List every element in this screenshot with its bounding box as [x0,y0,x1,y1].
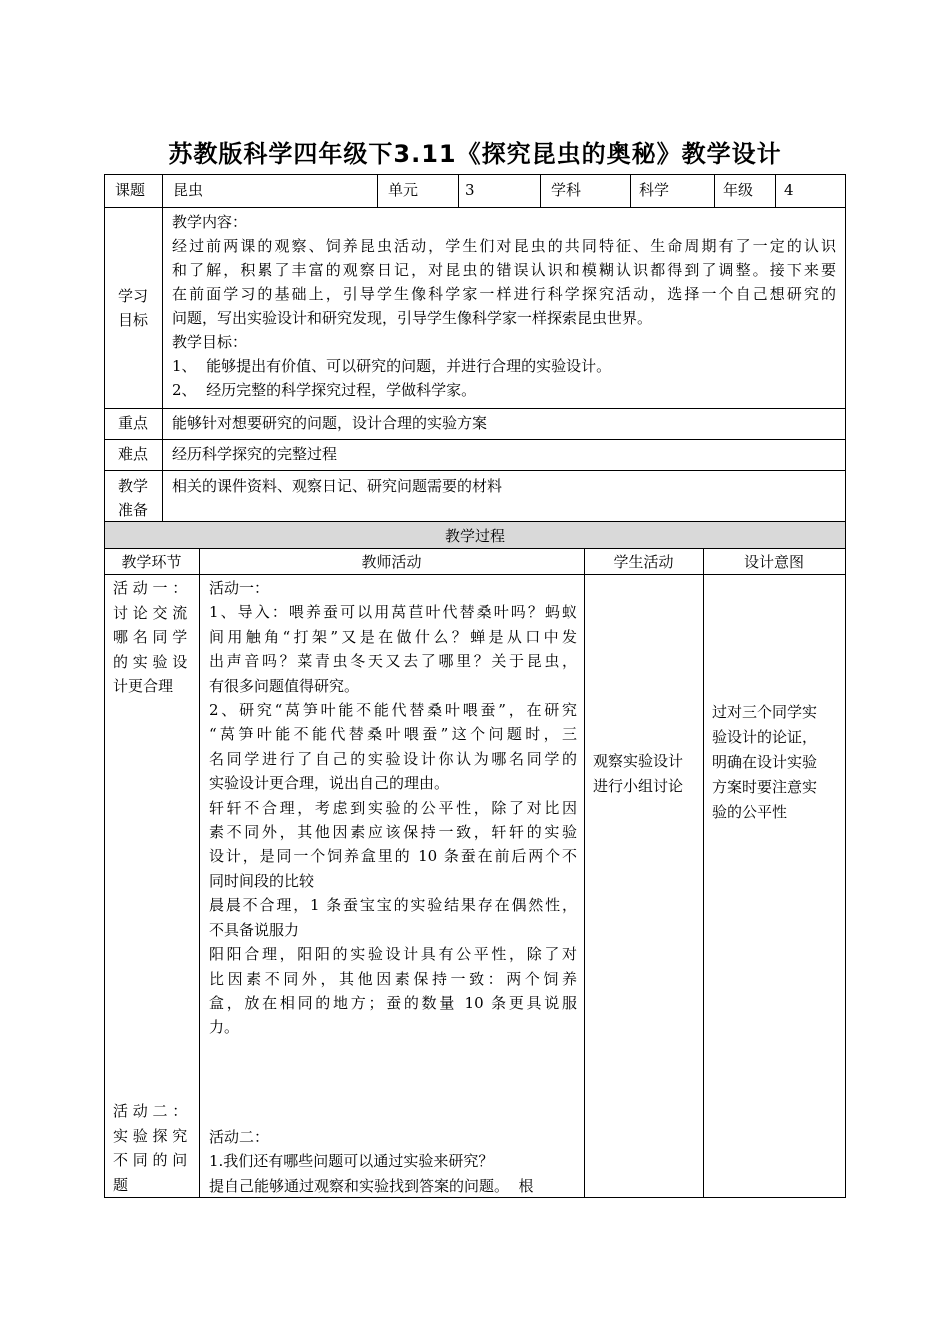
intent-line: 方案时要注意实 [712,778,818,796]
col-header-stage: 教学环节 [121,553,182,571]
col-header-student: 学生活动 [613,553,674,571]
col-header-teacher: 教师活动 [361,553,422,571]
activity2-teacher [209,1125,577,1198]
intent-line: 验的公平性 [712,803,788,821]
table-border-top [104,174,846,175]
row-divider [104,207,846,208]
goals-label [104,284,162,332]
preparation-label-line: 教学 [117,477,148,495]
teacher-line: 力。 [209,1018,240,1037]
activity1-intent [712,700,842,825]
objective-item: 1、 能够提出有价值、可以研究的问题，并进行合理的实验设计。 [172,357,612,375]
activity2-stage [113,1099,193,1197]
teacher-line: 活动一： [209,579,270,597]
col-divider [630,174,631,208]
objectives-heading: 教学目标： [172,333,248,351]
col-divider [162,207,163,522]
teacher-line: 活动二： [209,1128,270,1146]
content-line: 和了解，积累了丰富的观察日记，对昆虫的错误认识和模糊认识都得到了调整。接下来要 [172,261,836,279]
teacher-line: 同时间段的比较 [209,871,315,890]
subject-label: 学科 [551,181,582,199]
preparation-label [104,474,162,522]
goals-label-line: 目标 [117,311,148,329]
col-divider [540,174,541,208]
teacher-line: 素不同外，其他因素应该保持一致，轩轩的实验 [209,823,577,842]
preparation-value: 相关的课件资料、观察日记、研究问题需要的材料 [172,477,503,495]
activity1-stage [113,576,193,699]
goals-label-line: 学习 [117,287,148,305]
subject-value: 科学 [639,181,670,199]
row-divider [104,548,846,549]
unit-label: 单元 [388,181,419,199]
content-heading: 教学内容： [172,213,248,231]
row-divider [104,521,846,522]
teacher-line: 1、导入：喂养蚕可以用莴苣叶代替桑叶吗？蚂蚁 [209,603,577,622]
content-line: 在前面学习的基础上，引导学生像科学家一样进行科学探究活动，选择一个自己想研究的 [172,285,836,303]
stage-line: 题 [113,1175,129,1194]
document-title: 苏教版科学四年级下3.11《探究昆虫的奥秘》教学设计 [168,140,782,168]
stage-line: 的 实 验 设 [113,652,188,671]
row-divider [104,470,846,471]
difficulty-label: 难点 [117,445,148,463]
activity1-student [593,749,701,799]
teacher-line: 轩轩不合理，考虑到实验的公平性，除了对比因 [209,798,577,817]
stage-line: 计更合理 [113,677,174,695]
teacher-line: 设计，是同一个饲养盒里的 10 条蚕在前后两个不 [209,847,577,866]
teacher-line: 不具备说服力 [209,920,300,939]
teacher-line: 间用触角“打架”又是在做什么？蝉是从口中发 [209,627,577,646]
stage-line: 活 动 二 ： [113,1102,188,1120]
teacher-line: 晨晨不合理，1 条蚕宝宝的实验结果存在偶然性， [209,896,577,915]
stage-line: 活 动 一 ： [113,579,188,597]
col-divider [377,174,378,208]
teacher-line: 提自己能够通过观察和实验找到答案的问题。 根 [209,1176,534,1195]
student-line: 进行小组讨论 [593,777,684,795]
grade-value: 4 [784,181,794,199]
key-point-label: 重点 [117,414,148,432]
teacher-line: 盒，放在相同的地方；蚕的数量 10 条更具说服 [209,993,577,1012]
teacher-line: 1.我们还有哪些问题可以通过实验来研究？ [209,1152,494,1171]
grade-label: 年级 [723,181,754,199]
stage-line: 哪 名 同 学 [113,628,188,646]
intent-line: 验设计的论证， [712,728,818,746]
teacher-line: 实验设计更合理，说出自己的理由。 [209,774,450,793]
col-divider [458,174,459,208]
process-section-title: 教学过程 [444,527,505,545]
teacher-line: 阳阳合理，阳阳的实验设计具有公平性，除了对 [209,945,577,964]
row-divider [104,574,846,575]
row-divider [104,408,846,409]
stage-line: 讨 论 交 流 [113,603,188,622]
preparation-label-line: 准备 [117,501,148,519]
table-border-right [845,174,846,1198]
col-divider [199,548,200,1198]
teacher-line: 出声音吗？菜青虫冬天又去了哪里？关于昆虫， [209,652,577,671]
stage-line: 不 同 的 问 [113,1151,188,1169]
content-line: 经过前两课的观察、饲养昆虫活动，学生们对昆虫的共同特征、生命周期有了一定的认识 [172,237,836,255]
unit-value: 3 [465,181,475,199]
goals-content [172,210,836,402]
col-header-intent: 设计意图 [743,553,804,571]
col-divider [775,174,776,208]
teacher-line: 比因素不同外，其他因素保持一致：两个饲养 [209,969,577,988]
intent-line: 明确在设计实验 [712,753,818,771]
teacher-line: “莴笋叶能不能代替桑叶喂蚕”这个问题时，三 [209,725,577,744]
col-divider [584,548,585,1198]
col-divider [714,174,715,208]
activity1-teacher [209,576,577,1040]
col-divider [703,548,704,1198]
teacher-line: 2、研究“莴笋叶能不能代替桑叶喂蚕”，在研究 [209,701,577,720]
intent-line: 过对三个同学实 [712,703,818,721]
student-line: 观察实验设计 [593,752,684,770]
content-line: 问题，写出实验设计和研究发现，引导学生像科学家一样探索昆虫世界。 [172,309,653,327]
col-divider [162,174,163,208]
objective-item: 2、 经历完整的科学探究过程，学做科学家。 [172,381,477,399]
teacher-line: 名同学进行了自己的实验设计你认为哪名同学的 [209,749,577,768]
key-point-value: 能够针对想要研究的问题，设计合理的实验方案 [172,414,488,432]
row-divider [104,439,846,440]
topic-value: 昆虫 [173,181,204,199]
topic-label: 课题 [115,181,146,199]
stage-line: 实 验 探 究 [113,1126,188,1145]
teacher-line: 有很多问题值得研究。 [209,676,360,695]
difficulty-value: 经历科学探究的完整过程 [172,445,338,463]
